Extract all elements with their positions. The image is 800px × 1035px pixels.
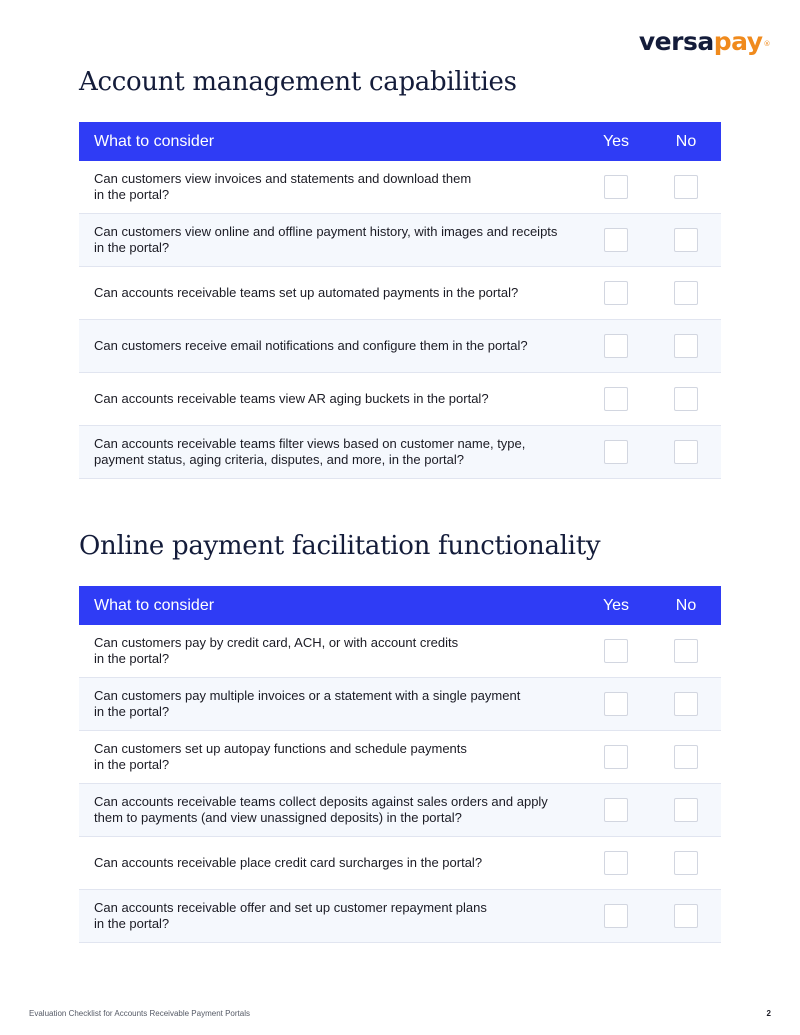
question-text: Can accounts receivable place credit card surcharges in the portal?: [94, 855, 483, 870]
versapay-logo: [639, 27, 770, 57]
yes-cell: [581, 798, 651, 822]
yes-cell: [581, 440, 651, 464]
page-footer: [29, 1009, 771, 1018]
table-row: [79, 373, 721, 426]
table-row: [79, 731, 721, 784]
no-checkbox[interactable]: [674, 798, 698, 822]
no-cell: [651, 851, 721, 875]
question-text: Can customers set up autopay functions and schedule payments in the portal?: [94, 741, 467, 772]
table-row: [79, 625, 721, 678]
yes-cell: [581, 904, 651, 928]
header-yes: Yes: [602, 596, 630, 614]
section-title: Account management capabilities: [79, 67, 517, 97]
table-row: [79, 320, 721, 373]
yes-cell: [581, 175, 651, 199]
question-text: Can accounts receivable offer and set up customer repayment plans in the portal?: [94, 900, 487, 931]
logo-text-pay: pay: [713, 27, 763, 56]
table-header: [79, 122, 721, 161]
yes-checkbox[interactable]: [604, 440, 628, 464]
no-checkbox[interactable]: [674, 387, 698, 411]
yes-checkbox[interactable]: [604, 387, 628, 411]
table-row: [79, 784, 721, 837]
no-cell: [651, 387, 721, 411]
yes-cell: [581, 334, 651, 358]
no-cell: [651, 904, 721, 928]
yes-cell: [581, 692, 651, 716]
table-row: [79, 214, 721, 267]
no-cell: [651, 745, 721, 769]
no-cell: [651, 639, 721, 663]
yes-cell: [581, 639, 651, 663]
no-checkbox[interactable]: [674, 904, 698, 928]
section-online-payment: [79, 529, 721, 943]
no-cell: [651, 798, 721, 822]
no-cell: [651, 692, 721, 716]
header-yes: Yes: [602, 132, 630, 150]
no-checkbox[interactable]: [674, 639, 698, 663]
table-row: [79, 161, 721, 214]
yes-checkbox[interactable]: [604, 228, 628, 252]
question-text: Can customers pay by credit card, ACH, or with account credits in the portal?: [94, 635, 459, 666]
yes-checkbox[interactable]: [604, 281, 628, 305]
table-header: [79, 586, 721, 625]
yes-checkbox[interactable]: [604, 798, 628, 822]
table-row: [79, 837, 721, 890]
question-text: Can customers view invoices and statements and download them in the portal?: [94, 171, 472, 202]
header-what-to-consider: What to consider: [94, 132, 215, 150]
yes-cell: [581, 387, 651, 411]
checklist-table: [79, 122, 721, 479]
logo-text-versa: versa: [638, 27, 714, 56]
question-text: Can customers view online and offline payment history, with images and receipts in the portal?: [94, 224, 558, 255]
yes-checkbox[interactable]: [604, 639, 628, 663]
no-checkbox[interactable]: [674, 745, 698, 769]
no-checkbox[interactable]: [674, 281, 698, 305]
table-row: [79, 426, 721, 479]
yes-checkbox[interactable]: [604, 851, 628, 875]
no-checkbox[interactable]: [674, 334, 698, 358]
checklist-table: [79, 586, 721, 943]
yes-cell: [581, 851, 651, 875]
footer-title: Evaluation Checklist for Accounts Receivable Payment Portals: [29, 1009, 250, 1018]
section-account-management: [79, 65, 721, 479]
page-number: 2: [766, 1009, 771, 1018]
no-checkbox[interactable]: [674, 175, 698, 199]
logo-registered-mark: ®: [763, 40, 770, 48]
no-checkbox[interactable]: [674, 692, 698, 716]
table-row: [79, 267, 721, 320]
section-title: Online payment facilitation functionality: [79, 531, 601, 561]
table-row: [79, 890, 721, 943]
question-text: Can customers pay multiple invoices or a statement with a single payment in the portal?: [94, 688, 521, 719]
no-cell: [651, 175, 721, 199]
yes-checkbox[interactable]: [604, 904, 628, 928]
header-no: No: [675, 596, 697, 614]
question-text: Can customers receive email notifications and configure them in the portal?: [94, 338, 528, 353]
no-checkbox[interactable]: [674, 851, 698, 875]
yes-checkbox[interactable]: [604, 692, 628, 716]
yes-checkbox[interactable]: [604, 334, 628, 358]
question-text: Can accounts receivable teams collect deposits against sales orders and apply them to payments (and view unassigned deposits) in the portal?: [94, 794, 548, 825]
no-cell: [651, 281, 721, 305]
yes-checkbox[interactable]: [604, 745, 628, 769]
yes-cell: [581, 281, 651, 305]
question-text: Can accounts receivable teams filter views based on customer name, type, payment status, aging criteria, disputes, and more, in the portal?: [94, 436, 526, 467]
header-no: No: [675, 132, 697, 150]
no-checkbox[interactable]: [674, 440, 698, 464]
yes-cell: [581, 228, 651, 252]
no-cell: [651, 440, 721, 464]
yes-cell: [581, 745, 651, 769]
table-row: [79, 678, 721, 731]
no-cell: [651, 228, 721, 252]
yes-checkbox[interactable]: [604, 175, 628, 199]
no-cell: [651, 334, 721, 358]
header-what-to-consider: What to consider: [94, 596, 215, 614]
no-checkbox[interactable]: [674, 228, 698, 252]
question-text: Can accounts receivable teams set up automated payments in the portal?: [94, 285, 519, 300]
question-text: Can accounts receivable teams view AR aging buckets in the portal?: [94, 391, 489, 406]
